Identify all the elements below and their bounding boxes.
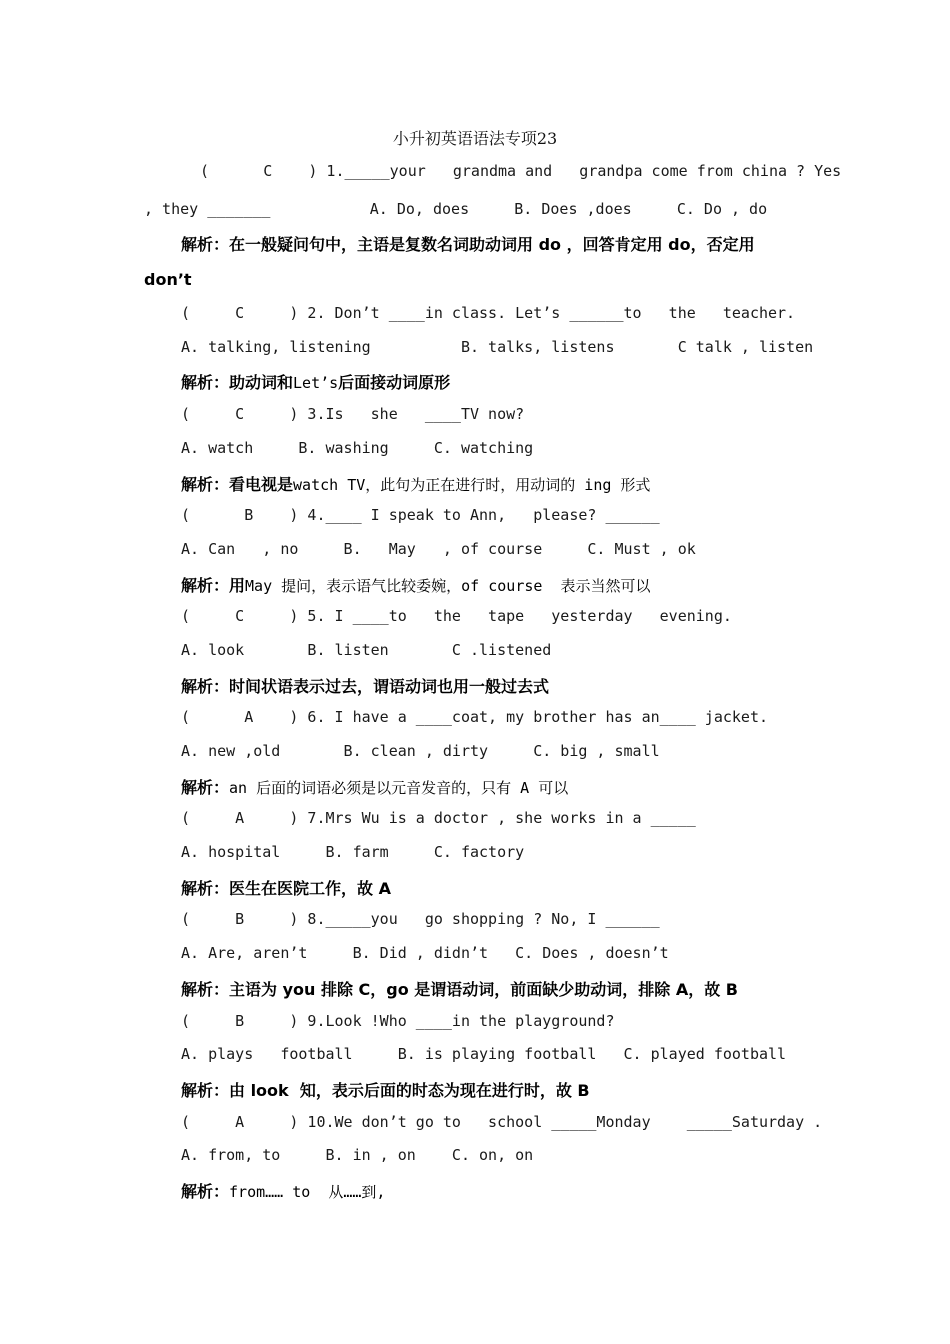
- explanation-label: 解析：看电视是: [181, 475, 294, 494]
- question-5-options: A. look B. listen C .listened: [181, 641, 552, 659]
- explanation-label: 解析：用: [181, 576, 246, 595]
- explanation-label: 解析：助动词和: [181, 373, 294, 392]
- question-6-stem: ( A ) 6. I have a ____coat, my brother has an____ jacket.: [181, 708, 768, 726]
- question-9-explanation: 解析：由 look 知，表示后面的时态为现在进行时，故 B: [181, 1081, 590, 1100]
- question-10-stem: ( A ) 10.We don’t go to school _____Monday _____Saturday .: [181, 1113, 823, 1131]
- question-8-options: A. Are, aren’t B. Did , didn’t C. Does , doesn’t: [181, 944, 669, 962]
- page-title: 小升初英语语法专项23: [392, 129, 558, 148]
- question-5-explanation: 解析：时间状语表示过去，谓语动词也用一般过去式: [181, 677, 550, 696]
- question-7-stem: ( A ) 7.Mrs Wu is a doctor , she works in a _____: [181, 809, 696, 827]
- question-10-explanation: [181, 1179, 385, 1202]
- question-10-options: A. from, to B. in , on C. on, on: [181, 1146, 534, 1164]
- explanation-text: May 提问，表示语气比较委婉，of course 表示当然可以: [245, 577, 651, 595]
- question-6-options: A. new ,old B. clean , dirty C. big , small: [181, 742, 660, 760]
- question-9-stem: ( B ) 9.Look !Who ____in the playground?: [181, 1012, 615, 1030]
- question-6-explanation: [181, 775, 568, 798]
- question-7-options: A. hospital B. farm C. factory: [181, 843, 525, 861]
- question-3-options: A. watch B. washing C. watching: [181, 439, 534, 457]
- question-5-stem: ( C ) 5. I ____to the tape yesterday evening.: [181, 607, 732, 625]
- question-4-stem: ( B ) 4.____ I speak to Ann, please? ______: [181, 506, 660, 524]
- explanation-label: 解析：: [181, 1182, 230, 1201]
- question-2-options: A. talking, listening B. talks, listens C talk , listen: [181, 338, 814, 356]
- question-3-stem: ( C ) 3.Is she ____TV now?: [181, 405, 525, 423]
- question-1-stem: ( C ) 1._____your grandma and grandpa come from china ? Yes: [200, 162, 842, 180]
- explanation-text: Let’s: [293, 374, 339, 392]
- question-8-stem: ( B ) 8._____you go shopping ? No, I ______: [181, 910, 660, 928]
- explanation-text: from…… to 从……到,: [229, 1183, 386, 1201]
- question-1-explanation: 解析：在一般疑问句中，主语是复数名词助动词用 do ，回答肯定用 do，否定用: [181, 235, 755, 254]
- question-9-options: A. plays football B. is playing football C. played football: [181, 1045, 787, 1063]
- explanation-text: watch TV，此句为正在进行时，用动词的 ing 形式: [293, 476, 651, 494]
- question-1-options: , they _______ A. Do, does B. Does ,does C. Do , do: [144, 200, 768, 218]
- question-4-options: A. Can , no B. May , of course C. Must , ok: [181, 540, 696, 558]
- question-2-stem: ( C ) 2. Don’t ____in class. Let’s ______to the teacher.: [181, 304, 796, 322]
- question-2-explanation: [181, 370, 450, 393]
- question-3-explanation: [181, 472, 650, 495]
- question-7-explanation: 解析：医生在医院工作，故 A: [181, 879, 391, 898]
- question-1-explanation-cont: don’t: [144, 270, 192, 289]
- explanation-text: an 后面的词语必须是以元音发音的，只有 A 可以: [229, 779, 569, 797]
- explanation-label: 解析：: [181, 778, 230, 797]
- explanation-text-tail: 后面接动词原形: [338, 373, 451, 392]
- question-4-explanation: [181, 573, 650, 596]
- question-8-explanation: 解析：主语为 you 排除 C，go 是谓语动词，前面缺少助动词，排除 A，故 B: [181, 980, 739, 999]
